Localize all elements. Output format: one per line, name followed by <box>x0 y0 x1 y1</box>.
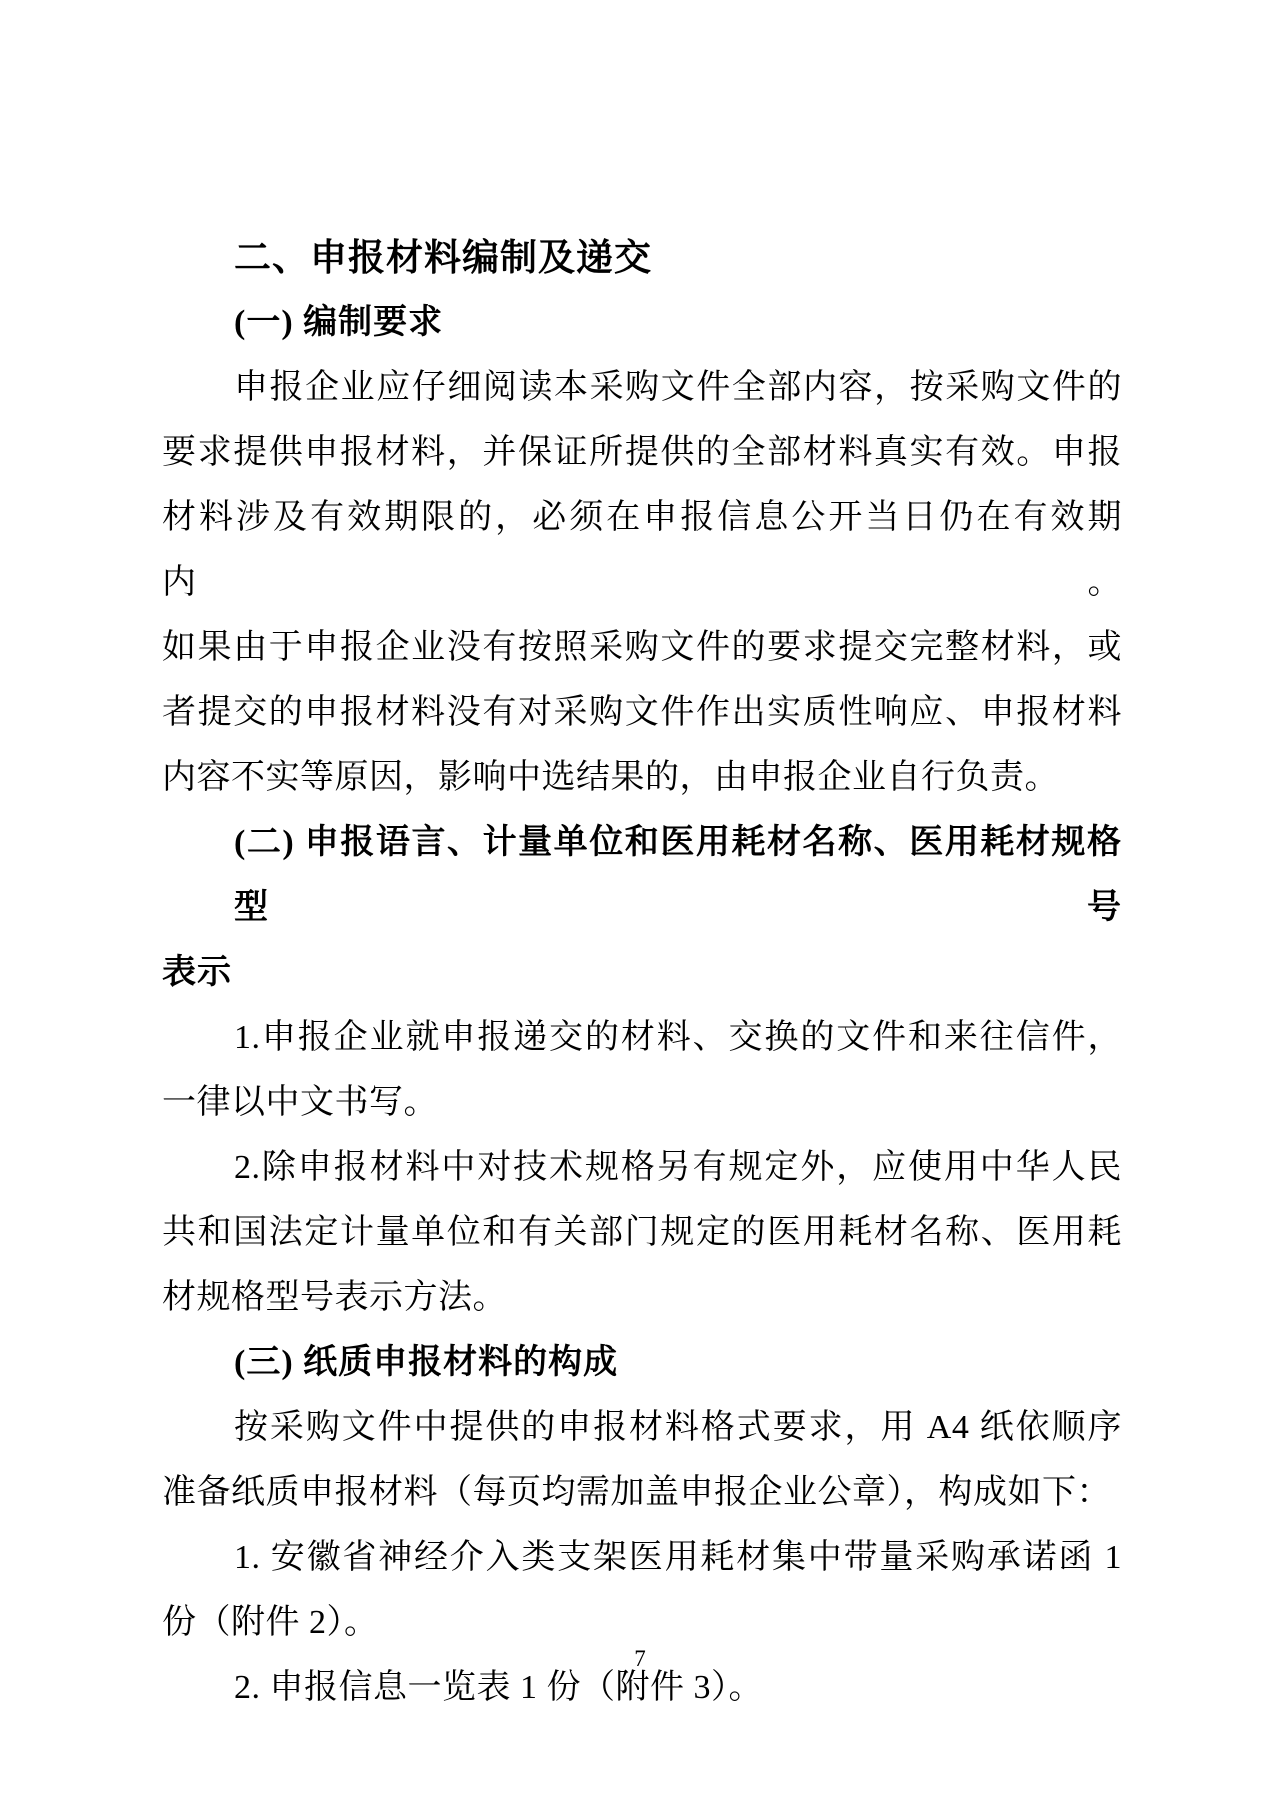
heading-section-2-line-2: 表示 <box>162 954 232 991</box>
para-3-line-2: 准备纸质申报材料（每页均需加盖申报企业公章），构成如下： <box>162 1474 1111 1511</box>
section-2-item-2-line-3: 材规格型号表示方法。 <box>162 1279 507 1316</box>
para-1-line-3: 材料涉及有效期限的，必须在申报信息公开当日仍在有效期内。 <box>162 499 1122 601</box>
para-1-line-1: 申报企业应仔细阅读本采购文件全部内容，按采购文件的 <box>234 369 1122 406</box>
document-body <box>162 225 1122 1720</box>
heading-section-1: (一) 编制要求 <box>234 304 444 341</box>
para-1-line-6: 内容不实等原因，影响中选结果的，由申报企业自行负责。 <box>162 759 1059 796</box>
para-1-line-2: 要求提供申报材料，并保证所提供的全部材料真实有效。申报 <box>162 434 1122 471</box>
para-3-line-1: 按采购文件中提供的申报材料格式要求，用 A4 纸依顺序 <box>234 1409 1122 1446</box>
section-2-item-1-line-1: 1.申报企业就申报递交的材料、交换的文件和来往信件， <box>234 1019 1122 1056</box>
heading-section-2-line-1: (二) 申报语言、计量单位和医用耗材名称、医用耗材规格型号 <box>234 824 1122 926</box>
section-3-item-1-line-1: 1. 安徽省神经介入类支架医用耗材集中带量采购承诺函 1 <box>234 1539 1122 1576</box>
section-3-item-1-line-2: 份（附件 2）。 <box>162 1604 379 1641</box>
section-2-item-1-line-2: 一律以中文书写。 <box>162 1084 438 1121</box>
para-1-line-4: 如果由于申报企业没有按照采购文件的要求提交完整材料，或 <box>162 629 1122 666</box>
section-2-item-2-line-1: 2.除申报材料中对技术规格另有规定外，应使用中华人民 <box>234 1149 1122 1186</box>
doc-title: 二、申报材料编制及递交 <box>234 237 652 278</box>
para-1-line-5: 者提交的申报材料没有对采购文件作出实质性响应、申报材料 <box>162 694 1122 731</box>
section-2-item-2-line-2: 共和国法定计量单位和有关部门规定的医用耗材名称、医用耗 <box>162 1214 1122 1251</box>
heading-section-3: (三) 纸质申报材料的构成 <box>234 1344 619 1381</box>
section-3-item-2: 2. 申报信息一览表 1 份（附件 3）。 <box>234 1669 763 1706</box>
page-number: 7 <box>634 1646 646 1671</box>
